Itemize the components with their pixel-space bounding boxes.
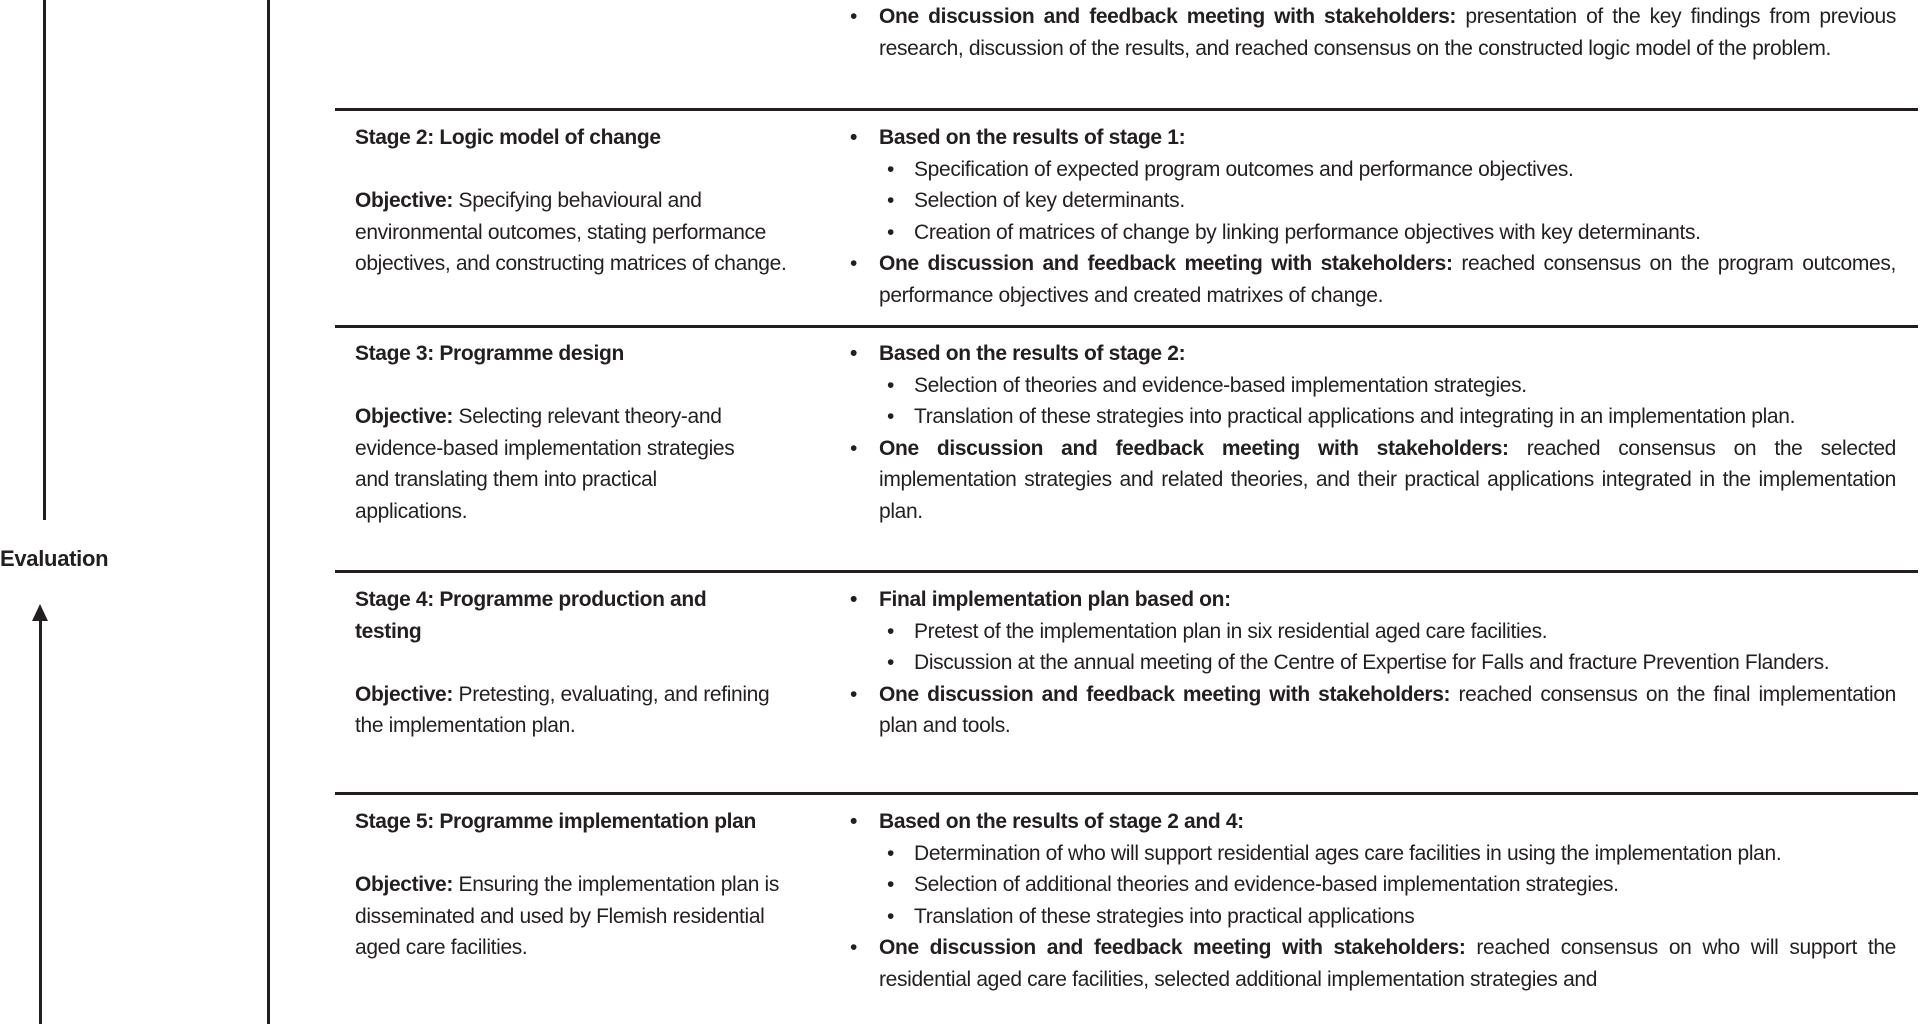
stage2-objective bbox=[355, 185, 795, 280]
objective-text: Specifying behavioural and environmental outcomes, stating performance objectives, and constructing matrices of change. bbox=[355, 189, 787, 275]
stage2-sub-item: • Creation of matrices of change by linking performance objectives with key determinants. bbox=[887, 217, 1896, 249]
stage2-description bbox=[355, 122, 795, 280]
stage5-title: Stage 5: Programme implementation plan bbox=[355, 810, 756, 833]
meeting-label: One discussion and feedback meeting with stakeholders: bbox=[879, 252, 1453, 275]
stage2-based-on: • Based on the results of stage 1: bbox=[850, 122, 1896, 154]
stage4-activities bbox=[850, 584, 1896, 742]
objective-label: Objective: bbox=[355, 873, 454, 896]
stage5-based-on: • Based on the results of stage 2 and 4: bbox=[850, 806, 1896, 838]
stage4-based-on: • Final implementation plan based on: bbox=[850, 584, 1896, 616]
meeting-text: reached consensus on the program outcomes, performance objectives and created matrixes of change. bbox=[879, 252, 1896, 307]
meeting-label: One discussion and feedback meeting with stakeholders: bbox=[879, 436, 1509, 460]
stage5-meeting-bullet bbox=[850, 932, 1896, 995]
stage3-sub-item: • Selection of theories and evidence-based implementation strategies. bbox=[887, 370, 1896, 402]
stage4-sub-item: • Discussion at the annual meeting of the Centre of Expertise for Falls and fracture Prevention Flanders. bbox=[887, 647, 1896, 679]
evaluation-line-upper bbox=[43, 0, 46, 520]
row-separator bbox=[335, 108, 1918, 111]
stage2-sub-item: • Selection of key determinants. bbox=[887, 185, 1896, 217]
stage1-activities-continuation bbox=[850, 1, 1896, 64]
meeting-label: One discussion and feedback meeting with stakeholders: bbox=[879, 936, 1466, 959]
row-separator bbox=[335, 570, 1918, 573]
stage3-meeting-bullet bbox=[850, 433, 1896, 528]
meeting-label: One discussion and feedback meeting with stakeholders: bbox=[879, 682, 1451, 706]
stage4-title: Stage 4: Programme production and testing bbox=[355, 588, 707, 643]
column-divider bbox=[267, 0, 270, 1024]
meeting-text: reached consensus on the final implementation plan and tools. bbox=[879, 682, 1896, 737]
objective-text: Selecting relevant theory-and evidence-based implementation strategies and translating them into practical applications. bbox=[355, 405, 735, 523]
meeting-text: reached consensus on the selected implementation strategies and related theories, and their practical applications integrated in the implementation plan. bbox=[879, 436, 1896, 523]
stage5-sub-item: • Determination of who will support residential ages care facilities in using the implementation plan. bbox=[887, 838, 1896, 870]
stage2-sub-item: • Specification of expected program outcomes and performance objectives. bbox=[887, 154, 1896, 186]
row-separator bbox=[335, 792, 1918, 795]
objective-text: Ensuring the implementation plan is disseminated and used by Flemish residential aged care facilities. bbox=[355, 873, 779, 959]
objective-label: Objective: bbox=[355, 682, 454, 706]
meeting-text: presentation of the key findings from previous research, discussion of the results, and reached consensus on the constructed logic model of the problem. bbox=[879, 5, 1896, 60]
stage3-activities bbox=[850, 338, 1896, 527]
stage4-sub-item: • Pretest of the implementation plan in six residential aged care facilities. bbox=[887, 616, 1896, 648]
stage3-description bbox=[355, 338, 795, 527]
meeting-label: One discussion and feedback meeting with stakeholders: bbox=[879, 5, 1457, 28]
stage5-sub-item: • Selection of additional theories and evidence-based implementation strategies. bbox=[887, 869, 1896, 901]
stage2-activities bbox=[850, 122, 1896, 311]
stage5-sub-item: • Translation of these strategies into practical applications bbox=[887, 901, 1896, 933]
stage4-meeting-bullet bbox=[850, 679, 1896, 742]
row-separator bbox=[335, 325, 1918, 328]
objective-text: Pretesting, evaluating, and refining the implementation plan. bbox=[355, 682, 770, 737]
stage1-meeting-bullet bbox=[850, 1, 1896, 64]
objective-label: Objective: bbox=[355, 189, 454, 212]
evaluation-arrow-shaft bbox=[39, 619, 42, 1024]
objective-label: Objective: bbox=[355, 405, 454, 428]
evaluation-label: Evaluation bbox=[0, 546, 109, 571]
stage3-based-on: • Based on the results of stage 2: bbox=[850, 338, 1896, 370]
stage2-meeting-bullet bbox=[850, 248, 1896, 311]
meeting-text: reached consensus on who will support the residential aged care facilities, selected additional implementation strategies and bbox=[879, 936, 1896, 991]
stage3-sub-item: • Translation of these strategies into practical applications and integrating in an implementation plan. bbox=[887, 401, 1896, 433]
stage2-title: Stage 2: Logic model of change bbox=[355, 126, 661, 149]
stage5-objective bbox=[355, 869, 795, 964]
stage5-description bbox=[355, 806, 795, 964]
stage3-objective bbox=[355, 401, 765, 527]
stage3-title: Stage 3: Programme design bbox=[355, 342, 624, 365]
stage5-activities bbox=[850, 806, 1896, 995]
stage4-objective bbox=[355, 679, 775, 742]
stage4-description bbox=[355, 584, 795, 742]
